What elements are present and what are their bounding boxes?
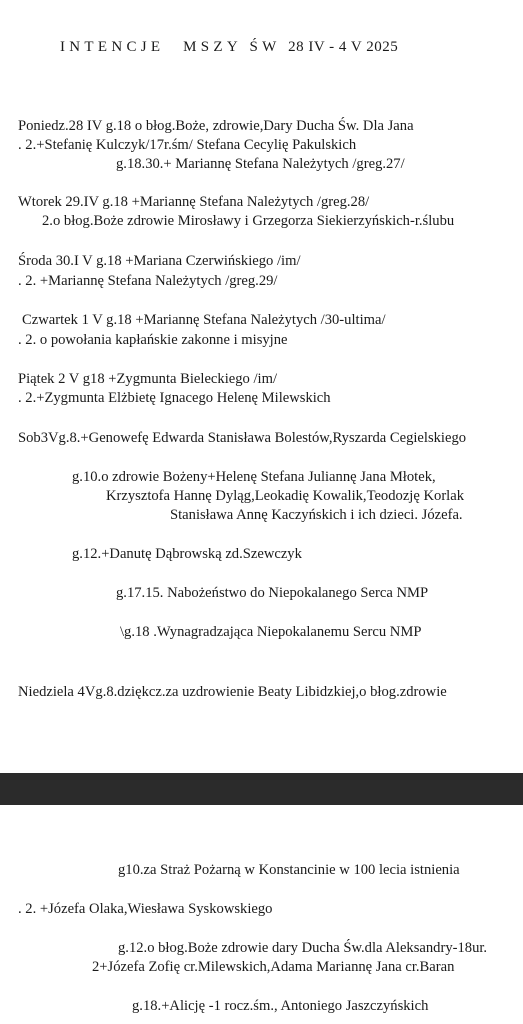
title-word-mszy: MSZY <box>183 39 243 55</box>
intention-line: . 2. +Józefa Olaka,Wiesława Syskowskiego <box>18 901 273 917</box>
intention-line: 2+Józefa Zofię cr.Milewskich,Adama Mariannę Jana cr.Baran <box>92 959 455 975</box>
intention-line: Środa 30.I V g.18 +Mariana Czerwińskiego /im/ <box>18 253 301 269</box>
title-word-intencje: INTENCJE <box>60 39 165 55</box>
intention-line: Stanisława Annę Kaczyńskich i ich dzieci. Józefa. <box>170 507 463 523</box>
intention-line: g.12.o błog.Boże zdrowie dary Ducha Św.dla Aleksandry-18ur. <box>118 940 488 956</box>
intention-line: Czwartek 1 V g.18 +Mariannę Stefana Należytych /30-ultima/ <box>22 312 386 328</box>
intention-line: Sob3Vg.8.+Genowefę Edwarda Stanisława Bolestów,Ryszarda Cegielskiego <box>18 430 467 446</box>
intention-line: g10.za Straż Pożarną w Konstancinie w 100 lecia istnienia <box>118 862 460 878</box>
intention-line: g.12.+Danutę Dąbrowską zd.Szewczyk <box>72 546 302 562</box>
intention-line: Wtorek 29.IV g.18 +Mariannę Stefana Należytych /greg.28/ <box>18 194 370 210</box>
intention-line: . 2.+Zygmunta Elżbietę Ignacego Helenę Milewskich <box>18 390 331 406</box>
intention-line: . 2. o powołania kapłańskie zakonne i misyjne <box>18 332 288 348</box>
intention-line: g.18.+Alicję -1 rocz.śm., Antoniego Jaszczyńskich <box>132 998 429 1014</box>
intention-line: 2.o błog.Boże zdrowie Mirosławy i Grzegorza Siekierzyńskich-r.ślubu <box>42 213 455 229</box>
title-dates: 28 IV - 4 V 2025 <box>288 39 399 55</box>
section-divider <box>0 773 523 805</box>
intention-line: Piątek 2 V g18 +Zygmunta Bieleckiego /im/ <box>18 371 277 387</box>
title-word-sw: ŚW <box>249 39 281 55</box>
intention-line: Krzysztofa Hannę Dyląg,Leokadię Kowalik,Teodozję Korlak <box>106 488 465 504</box>
intention-line: Niedziela 4Vg.8.dziękcz.za uzdrowienie Beaty Libidzkiej,o błog.zdrowie <box>18 684 447 700</box>
intention-line: g.17.15. Nabożeństwo do Niepokalanego Serca NMP <box>116 585 429 601</box>
document-title <box>60 37 398 57</box>
intention-line: g.10.o zdrowie Bożeny+Helenę Stefana Juliannę Jana Młotek, <box>72 469 436 485</box>
intention-line: \g.18 .Wynagradzająca Niepokalanemu Sercu NMP <box>120 624 422 640</box>
intention-line: Poniedz.28 IV g.18 o błog.Boże, zdrowie,Dary Ducha Św. Dla Jana <box>18 118 414 134</box>
intention-line: . 2.+Stefanię Kulczyk/17r.śm/ Stefana Cecylię Pakulskich <box>18 137 357 153</box>
intention-line: g.18.30.+ Mariannę Stefana Należytych /greg.27/ <box>116 156 405 172</box>
intention-line: . 2. +Mariannę Stefana Należytych /greg.29/ <box>18 273 278 289</box>
